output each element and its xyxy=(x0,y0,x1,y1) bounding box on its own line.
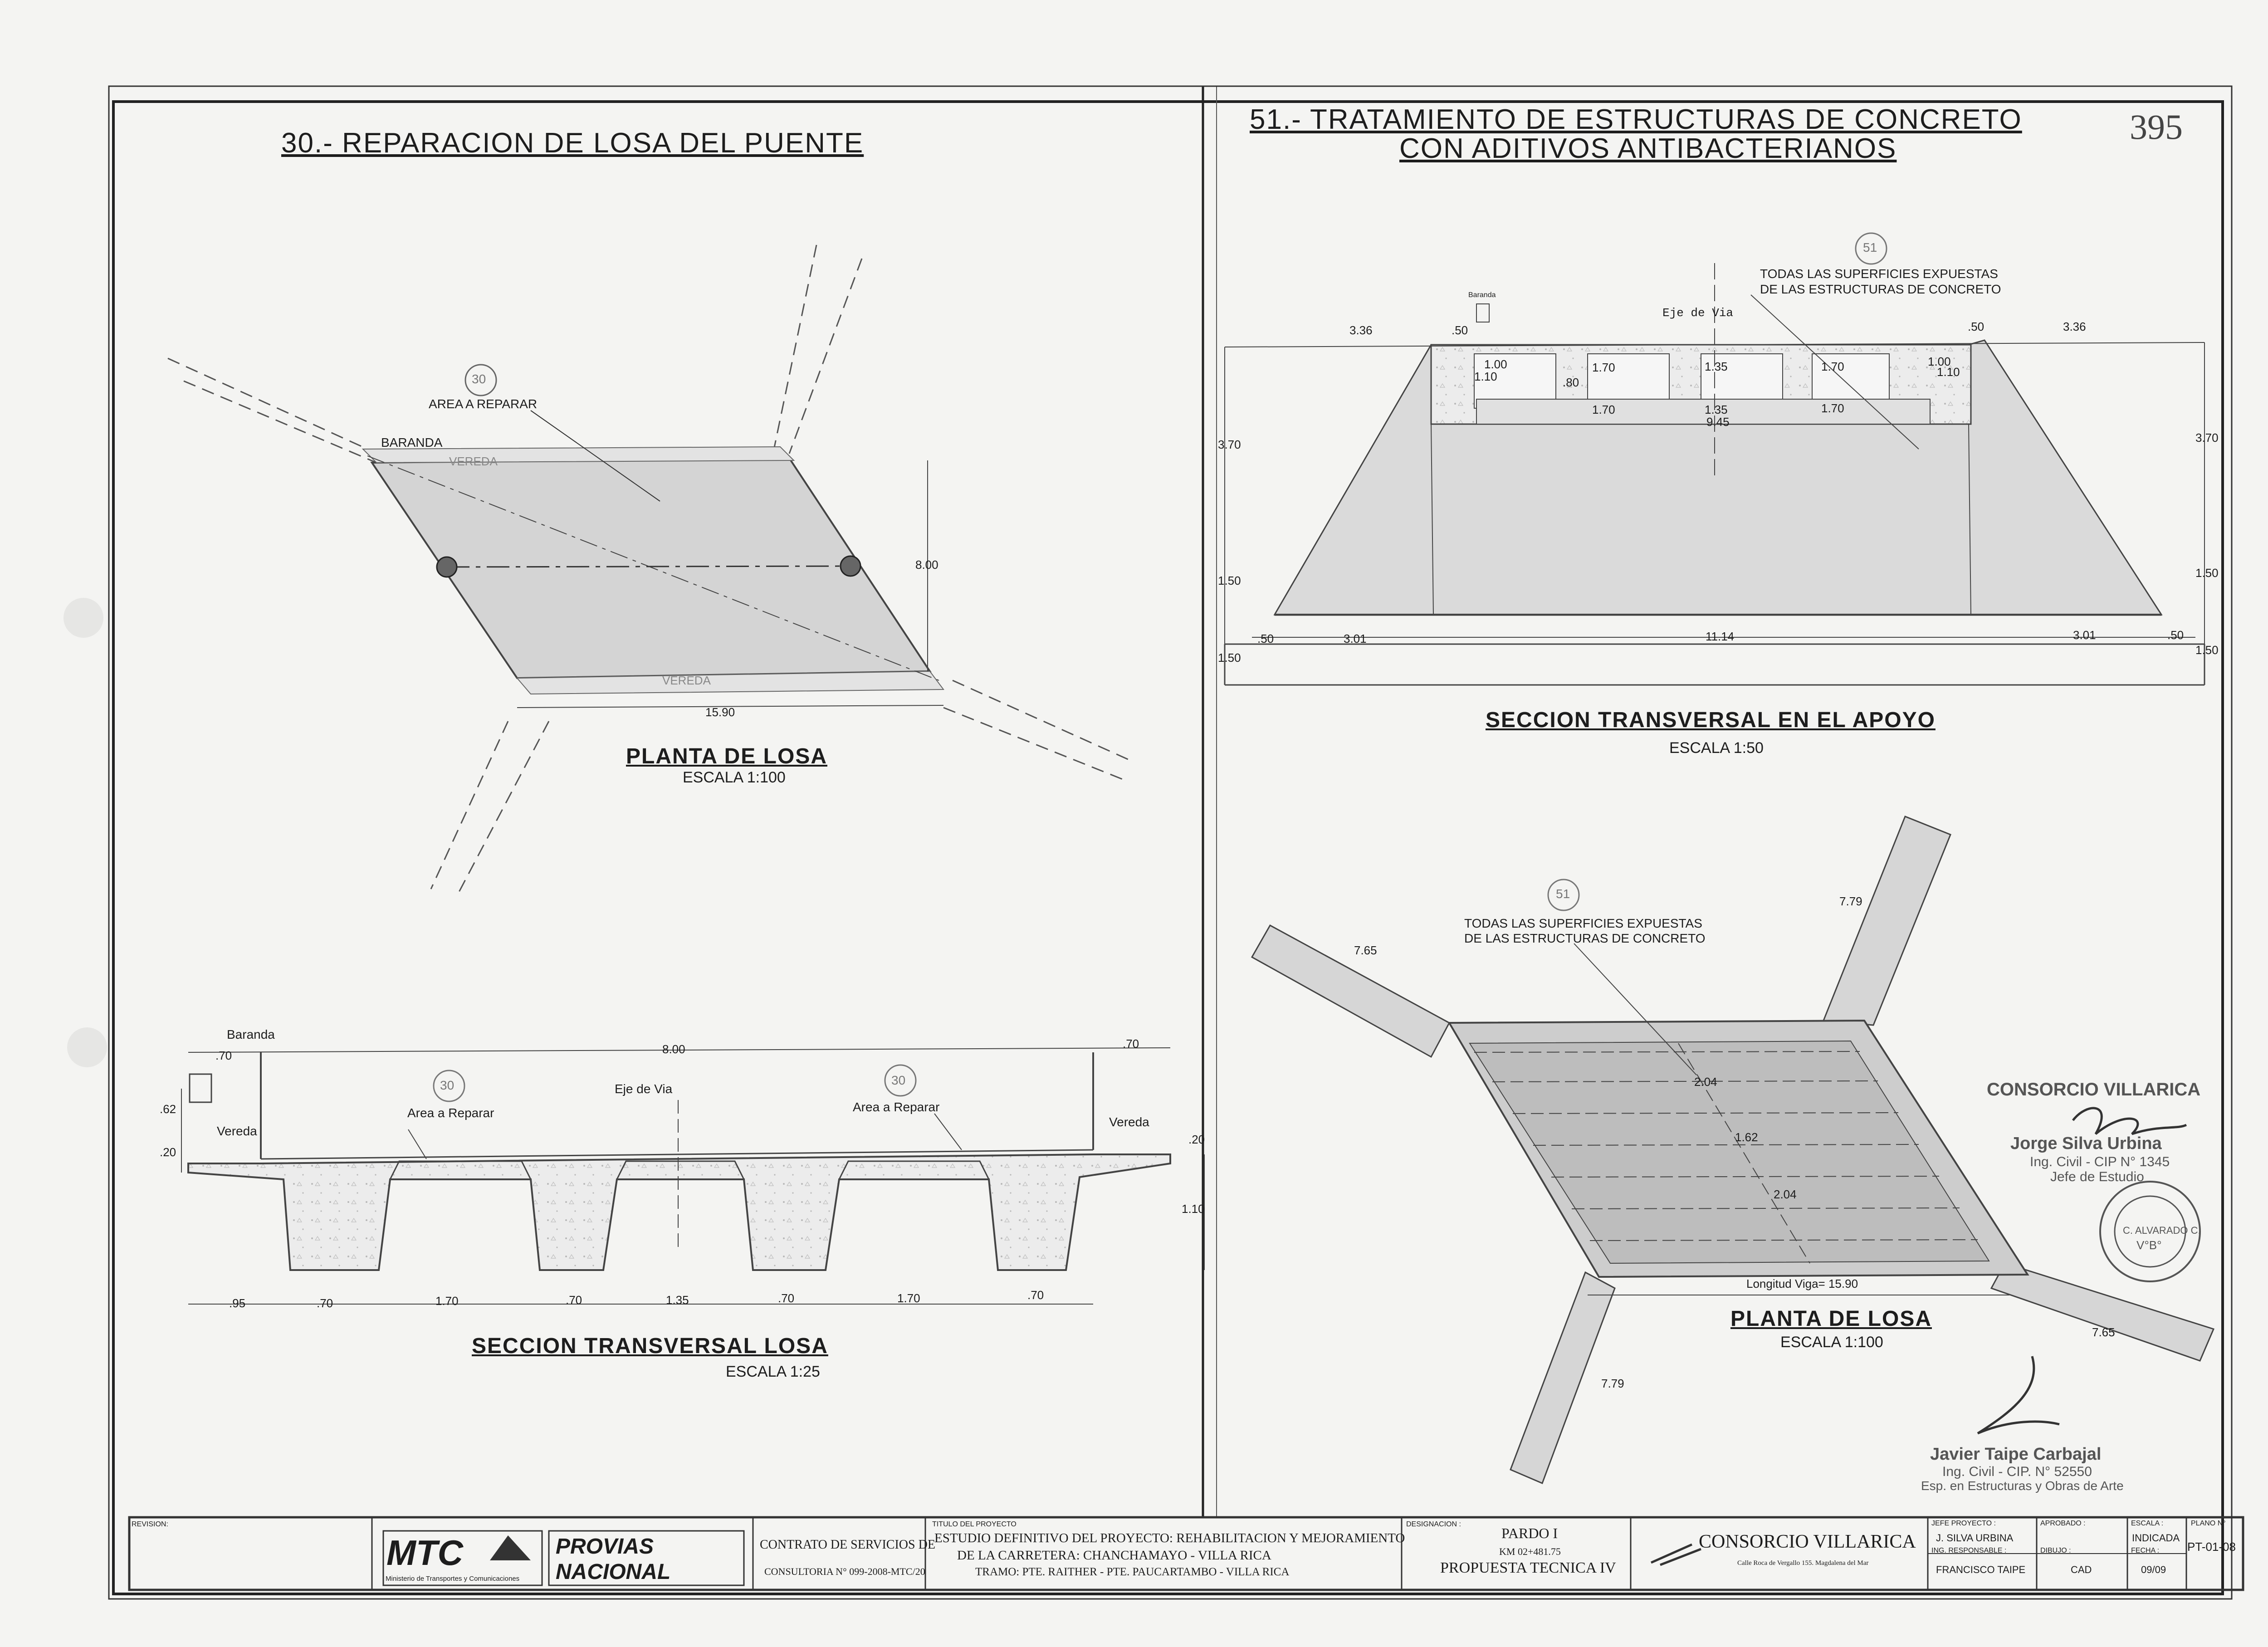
support-right-150-a: 1.50 xyxy=(2195,566,2219,580)
support-baranda: Baranda xyxy=(1468,291,1496,299)
tb-firm-address: Calle Roca de Vergallo 155. Magdalena del Mar xyxy=(1737,1559,1869,1567)
support-d135: 1.35 xyxy=(1705,360,1728,373)
section-vereda-right: Vereda xyxy=(1109,1115,1149,1129)
right-plan-marker: 51 xyxy=(1556,887,1570,901)
section-dim-top: 8.00 xyxy=(662,1042,685,1056)
left-section-scale: ESCALA 1:25 xyxy=(726,1363,820,1380)
support-d170-a: 1.70 xyxy=(1592,361,1615,374)
tb-fecha: 09/09 xyxy=(2141,1564,2166,1575)
support-top-left-50: .50 xyxy=(1452,323,1468,337)
consorcio-stamp: CONSORCIO VILLARICA xyxy=(1987,1080,2201,1100)
support-axis: Eje de Via xyxy=(1662,306,1734,320)
sig1-line3: Jefe de Estudio xyxy=(2050,1169,2144,1184)
tb-mtc-sub: Ministerio de Transportes y Comunicaciones xyxy=(386,1575,520,1583)
support-bottom-0: .50 xyxy=(1257,632,1274,645)
right-plan-779-a: 7.79 xyxy=(1839,894,1862,908)
support-d110-r: 1.10 xyxy=(1937,365,1960,379)
tb-project-1: ESTUDIO DEFINITIVO DEL PROYECTO: REHABILITACION Y MEJORAMIENTO xyxy=(934,1531,1405,1545)
right-plan-note-line1: TODAS LAS SUPERFICIES EXPUESTAS xyxy=(1464,916,1702,930)
section-dim-20-left: .20 xyxy=(160,1145,176,1159)
tb-dibujo-label: DIBUJO : xyxy=(2040,1547,2071,1554)
right-title-line2: CON ADITIVOS ANTIBACTERIANOS xyxy=(1399,133,1897,164)
tb-provias-2: NACIONAL xyxy=(556,1560,671,1584)
tb-project-3: TRAMO: PTE. RAITHER - PTE. PAUCARTAMBO - VILLA RICA xyxy=(975,1566,1290,1578)
section-baranda: Baranda xyxy=(227,1027,275,1041)
plan-baranda-label: BARANDA xyxy=(381,435,443,450)
firm-logo-mark xyxy=(1651,1544,1701,1565)
section-dim-110: 1.10 xyxy=(1182,1202,1205,1216)
section-axis: Eje de Via xyxy=(615,1082,673,1096)
support-d170-c: 1.70 xyxy=(1592,403,1615,416)
right-plan-779-b: 7.79 xyxy=(1601,1377,1624,1390)
plan-dim-length: 15.90 xyxy=(705,705,735,719)
tb-resp-label: ING. RESPONSABLE : xyxy=(1931,1547,2007,1554)
support-d110-l: 1.10 xyxy=(1474,370,1497,383)
right-title-line1: 51.- TRATAMIENTO DE ESTRUCTURAS DE CONCRETO xyxy=(1250,104,2022,135)
tb-dibujo: CAD xyxy=(2071,1564,2092,1575)
section-bottom-dim-5: .70 xyxy=(778,1291,795,1305)
left-section-drawing-title: SECCION TRANSVERSAL LOSA xyxy=(472,1334,828,1358)
support-section-drawing xyxy=(1225,233,2204,685)
right-plan-scale: ESCALA 1:100 xyxy=(1780,1334,1883,1351)
right-plan-765-b: 7.65 xyxy=(2092,1325,2115,1339)
support-top-right-50: .50 xyxy=(1968,320,1984,333)
tb-designation-3: PROPUESTA TECNICA IV xyxy=(1440,1559,1616,1576)
left-section-title: 30.- REPARACION DE LOSA DEL PUENTE xyxy=(281,127,864,159)
sig2-line3: Esp. en Estructuras y Obras de Arte xyxy=(1921,1479,2124,1493)
support-d945: 9.45 xyxy=(1706,415,1730,429)
tb-contract-2: CONSULTORIA N° 099-2008-MTC/20 xyxy=(764,1566,925,1577)
section-vereda-left: Vereda xyxy=(217,1124,257,1138)
signature-1 xyxy=(2073,1108,2186,1134)
right-plan-note-line2: DE LAS ESTRUCTURAS DE CONCRETO xyxy=(1464,931,1706,945)
support-marker: 51 xyxy=(1863,240,1877,254)
left-plan-title: PLANTA DE LOSA xyxy=(626,744,827,768)
tb-plano: PT-01-08 xyxy=(2187,1540,2236,1554)
support-d80: .80 xyxy=(1563,376,1579,389)
left-plan-scale: ESCALA 1:100 xyxy=(683,769,786,786)
support-note-line1: TODAS LAS SUPERFICIES EXPUESTAS xyxy=(1760,267,1998,281)
tb-escala: INDICADA xyxy=(2132,1532,2180,1544)
tb-resp: FRANCISCO TAIPE xyxy=(1936,1564,2026,1575)
tb-designation-1: PARDO I xyxy=(1501,1525,1558,1541)
support-right-150-b: 1.50 xyxy=(2195,643,2219,657)
tb-revision: REVISION: xyxy=(132,1520,168,1528)
plan-area-label: AREA A REPARAR xyxy=(429,397,538,411)
support-bottom-2: 11.14 xyxy=(1706,630,1735,643)
support-left-370: 3.70 xyxy=(1218,438,1241,451)
signature-2 xyxy=(1978,1356,2059,1433)
section-bottom-dim-3: .70 xyxy=(566,1293,582,1307)
support-left-150-a: 1.50 xyxy=(1218,574,1241,587)
support-left-150-b: 1.50 xyxy=(1218,651,1241,665)
sig1-name: Jorge Silva Urbina xyxy=(2010,1134,2162,1153)
section-area-left: Area a Reparar xyxy=(407,1106,494,1120)
support-right-370: 3.70 xyxy=(2195,431,2219,445)
tb-designation-2: KM 02+481.75 xyxy=(1499,1546,1561,1557)
tb-contract-1: CONTRATO DE SERVICIOS DE xyxy=(760,1538,935,1552)
section-bottom-dim-7: .70 xyxy=(1027,1288,1044,1302)
section-bottom-dim-0: .95 xyxy=(229,1296,246,1310)
section-dim-70-left: .70 xyxy=(215,1049,232,1062)
right-plan-162: 1.62 xyxy=(1735,1130,1758,1144)
support-bottom-1: 3.01 xyxy=(1344,632,1367,645)
left-plan-drawing xyxy=(168,245,1134,894)
sig2-name: Javier Taipe Carbajal xyxy=(1930,1445,2102,1464)
tb-project-label: TITULO DEL PROYECTO xyxy=(932,1520,1017,1528)
sig2-line2: Ing. Civil - CIP. N° 52550 xyxy=(1942,1464,2092,1479)
right-plan-title: PLANTA DE LOSA xyxy=(1730,1307,1932,1331)
support-top-right: 3.36 xyxy=(2063,320,2086,333)
tb-provias-1: PROVIAS xyxy=(556,1535,654,1559)
plan-vereda-top: VEREDA xyxy=(449,455,498,468)
sheet-number: 395 xyxy=(2130,107,2183,147)
right-plan-765-a: 7.65 xyxy=(1354,943,1377,957)
tb-fecha-label: FECHA : xyxy=(2131,1547,2160,1554)
right-plan-length: Longitud Viga= 15.90 xyxy=(1746,1277,1858,1290)
section-bottom-dim-6: 1.70 xyxy=(897,1291,920,1305)
tb-firm: CONSORCIO VILLARICA xyxy=(1699,1531,1916,1552)
support-note-line2: DE LAS ESTRUCTURAS DE CONCRETO xyxy=(1760,282,2001,296)
plan-vereda-bottom: VEREDA xyxy=(662,674,711,687)
tb-escala-label: ESCALA : xyxy=(2131,1520,2164,1527)
right-plan-204-b: 2.04 xyxy=(1774,1188,1797,1201)
tb-plano-label: PLANO N° xyxy=(2191,1520,2226,1527)
support-d100-l: 1.00 xyxy=(1484,357,1507,371)
support-bottom-4: .50 xyxy=(2167,628,2184,642)
section-dim-62: .62 xyxy=(160,1102,176,1116)
support-title: SECCION TRANSVERSAL EN EL APOYO xyxy=(1486,708,1936,732)
section-area-right: Area a Reparar xyxy=(853,1100,940,1114)
tb-jefe-label: JEFE PROYECTO : xyxy=(1931,1520,1996,1527)
section-bottom-dim-4: 1.35 xyxy=(666,1293,689,1307)
support-d100-r: 1.00 xyxy=(1928,355,1951,368)
support-d170-b: 1.70 xyxy=(1821,360,1844,373)
support-scale: ESCALA 1:50 xyxy=(1669,739,1764,757)
support-d170-d: 1.70 xyxy=(1821,401,1844,415)
support-bottom-3: 3.01 xyxy=(2073,628,2096,642)
plan-dim-width: 8.00 xyxy=(915,558,938,572)
right-plan-204-a: 2.04 xyxy=(1694,1075,1717,1089)
tb-aprobado-label: APROBADO : xyxy=(2040,1520,2086,1527)
tb-designation-label: DESIGNACION : xyxy=(1406,1520,1461,1528)
section-bottom-dim-2: 1.70 xyxy=(435,1294,459,1308)
mtc-logo-mark xyxy=(490,1535,531,1560)
section-marker-right: 30 xyxy=(891,1073,906,1087)
support-top-left: 3.36 xyxy=(1349,323,1373,337)
section-marker-left: 30 xyxy=(440,1078,455,1092)
seal-line3: V°B° xyxy=(2136,1238,2162,1252)
tb-mtc: MTC xyxy=(386,1533,463,1573)
sig1-line2: Ing. Civil - CIP N° 1345 xyxy=(2030,1154,2170,1169)
section-bottom-dim-1: .70 xyxy=(317,1296,333,1310)
section-dim-20-right: .20 xyxy=(1188,1133,1205,1146)
plan-marker-30: 30 xyxy=(472,372,486,386)
support-d135-b: 1.35 xyxy=(1705,403,1728,416)
seal-line2: C. ALVARADO C. xyxy=(2123,1225,2201,1236)
tb-project-2: DE LA CARRETERA: CHANCHAMAYO - VILLA RICA xyxy=(957,1548,1271,1563)
tb-jefe: J. SILVA URBINA xyxy=(1936,1532,2014,1544)
section-dim-70-right: .70 xyxy=(1123,1037,1139,1051)
left-section-drawing xyxy=(181,1048,1204,1304)
